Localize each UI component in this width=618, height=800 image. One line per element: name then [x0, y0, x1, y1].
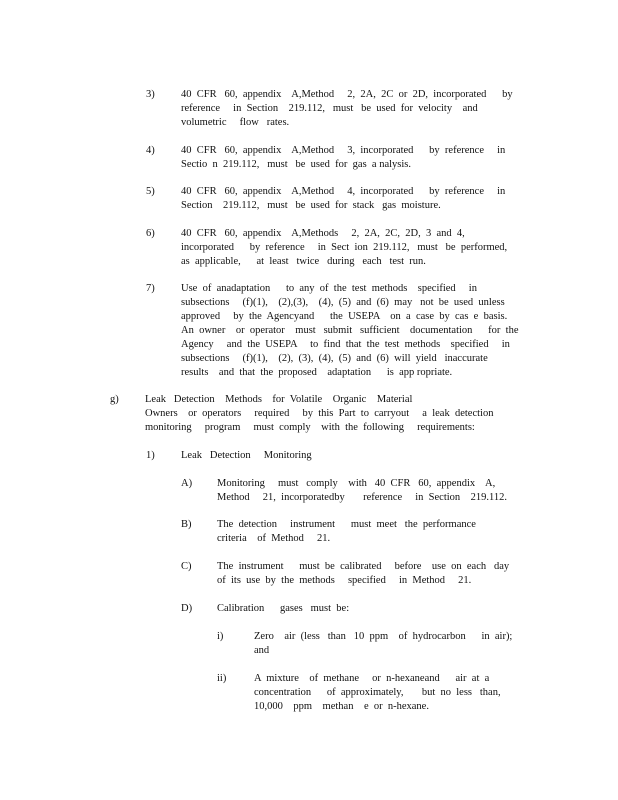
item-label: i) [217, 631, 224, 642]
text-line: subsections (f)(1), (2), (3), (4), (5) and (6) will yield inaccurate [181, 353, 488, 364]
item-label: 7) [146, 283, 155, 294]
item-label: A) [181, 478, 193, 489]
subsection-heading: Leak Detection Monitoring [181, 450, 312, 461]
text-line: and [254, 645, 270, 656]
text-line: An owner or operator must submit sufficient documentation for the [181, 325, 519, 336]
item-label: D) [181, 603, 193, 614]
text-line: results and that the proposed adaptation is app ropriate. [181, 367, 453, 378]
text-line: 40 CFR 60, appendix A,Method 3, incorporated by reference in [181, 145, 506, 156]
item-label: B) [181, 519, 192, 530]
text-line: reference in Section 219.112, must be used for velocity and [181, 103, 478, 114]
item-label: C) [181, 561, 192, 572]
item-label: 4) [146, 145, 155, 156]
text-line: Agency and the USEPA to find that the test methods specified in [181, 339, 510, 350]
text-line: The instrument must be calibrated before use on each day [217, 561, 510, 572]
text-line: monitoring program must comply with the following requirements: [145, 422, 475, 433]
text-line: concentration of approximately, but no less than, [254, 687, 501, 698]
text-line: Owners or operators required by this Part to carryout a leak detection [145, 408, 494, 419]
text-line: 10,000 ppm methan e or n-hexane. [254, 701, 429, 712]
text-line: Zero air (less than 10 ppm of hydrocarbon in air); [254, 631, 513, 642]
text-line: incorporated by reference in Sect ion 219.112, must be performed, [181, 242, 508, 253]
text-line: 40 CFR 60, appendix A,Method 4, incorporated by reference in [181, 186, 506, 197]
item-label: 6) [146, 228, 155, 239]
section-label: g) [110, 394, 119, 405]
item-label: 3) [146, 89, 155, 100]
text-line: Monitoring must comply with 40 CFR 60, appendix A, [217, 478, 496, 489]
text-line: 40 CFR 60, appendix A,Method 2, 2A, 2C or 2D, incorporated by [181, 89, 513, 100]
text-line: Use of anadaptation to any of the test methods specified in [181, 283, 477, 294]
text-line: 40 CFR 60, appendix A,Methods 2, 2A, 2C, 2D, 3 and 4, [181, 228, 465, 239]
text-line: Sectio n 219.112, must be used for gas a nalysis. [181, 159, 412, 170]
text-line: criteria of Method 21. [217, 533, 331, 544]
item-label: ii) [217, 673, 227, 684]
text-line: approved by the Agencyand the USEPA on a case by cas e basis. [181, 311, 508, 322]
text-line: as applicable, at least twice during each test run. [181, 256, 426, 267]
text-line: A mixture of methane or n-hexaneand air at a [254, 673, 490, 684]
text-line: Section 219.112, must be used for stack gas moisture. [181, 200, 441, 211]
text-line: The detection instrument must meet the performance [217, 519, 476, 530]
text-line: of its use by the methods specified in Method 21. [217, 575, 472, 586]
item-label: 1) [146, 450, 155, 461]
section-heading: Leak Detection Methods for Volatile Organic Material [145, 394, 413, 405]
text-line: volumetric flow rates. [181, 117, 290, 128]
item-label: 5) [146, 186, 155, 197]
text-line: subsections (f)(1), (2),(3), (4), (5) and (6) may not be used unless [181, 297, 505, 308]
text-line: Method 21, incorporatedby reference in Section 219.112. [217, 492, 508, 503]
text-line: Calibration gases must be: [217, 603, 350, 614]
